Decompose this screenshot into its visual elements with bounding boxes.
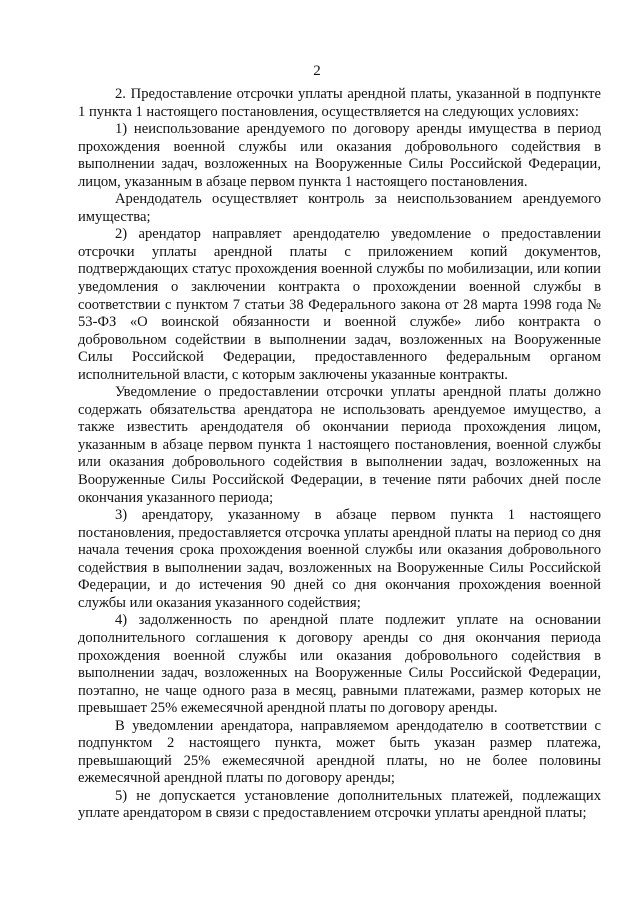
- paragraph-subitem-1: 1) неиспользование арендуемого по договору аренды имущества в период прохождения военной службы или оказания добровольного содействия в выполнении задач, возложенных на Вооруженные Силы Российской Федерации, лицом, указанным в абзаце первом пункта 1 настоящего постановления.: [78, 121, 601, 190]
- paragraph-subitem-5: 5) не допускается установление дополнительных платежей, подлежащих уплате арендатором в связи с предоставлением отсрочки уплаты арендной платы;: [78, 787, 601, 822]
- paragraph-notice-requirements: Уведомление о предоставлении отсрочки уплаты арендной платы должно содержать обязательства арендатора не использовать арендуемое имущество, а также известить арендодателя об окончании периода прохождения лицом, указанным в абзаце первом пункта 1 настоящего постановления, военной службы или оказания добровольного содействия в выполнении задач, возложенных на Вооруженные Силы Российской Федерации, в течение пяти рабочих дней после окончания указанного периода;: [78, 384, 601, 506]
- paragraph-subitem-4: 4) задолженность по арендной плате подлежит уплате на основании дополнительного соглашения к договору аренды со дня окончания периода прохождения военной службы или оказания добровольного содействия в выполнении задач, возложенных на Вооруженные Силы Российской Федерации, поэтапно, не чаще одного раза в месяц, равными платежами, размер которых не превышает 25% ежемесячной арендной платы по договору аренды.: [78, 612, 601, 717]
- paragraph-payment-size-note: В уведомлении арендатора, направляемом арендодателю в соответствии с подпунктом 2 настоящего пункта, может быть указан размер платежа, превышающий 25% ежемесячной арендной платы, но не более половины ежемесячной арендной платы по договору аренды;: [78, 717, 601, 787]
- page-number: 2: [313, 63, 321, 79]
- paragraph-subitem-3: 3) арендатору, указанному в абзаце первом пункта 1 настоящего постановления, предоставляется отсрочка уплаты арендной платы на период со дня начала течения срока прохождения военной службы или оказания добровольного содействия в выполнении задач, возложенных на Вооруженные Силы Российской Федерации, и до истечения 90 дней со дня окончания прохождения военной службы или оказания указанного содействия;: [78, 507, 601, 611]
- paragraph-landlord-control: Арендодатель осуществляет контроль за неиспользованием арендуемого имущества;: [78, 191, 601, 225]
- paragraph-item-2-intro: 2. Предоставление отсрочки уплаты арендной платы, указанной в подпункте 1 пункта 1 настоящего постановления, осуществляется на следующих условиях:: [78, 86, 601, 120]
- paragraph-subitem-2: 2) арендатор направляет арендодателю уведомление о предоставлении отсрочки уплаты арендной платы с приложением копий документов, подтверждающих статус прохождения военной службы по мобилизации, или копии уведомления о заключении контракта о прохождении военной службы в соответствии с пунктом 7 статьи 38 Федерального закона от 28 марта 1998 года № 53-ФЗ «О воинской обязанности и военной службе» либо контракта о добровольном содействии в выполнении задач, возложенных на Вооруженные Силы Российской Федерации, предоставленного федеральным органом исполнительной власти, с которым заключены указанные контракты.: [78, 226, 601, 383]
- document-body: [78, 86, 601, 823]
